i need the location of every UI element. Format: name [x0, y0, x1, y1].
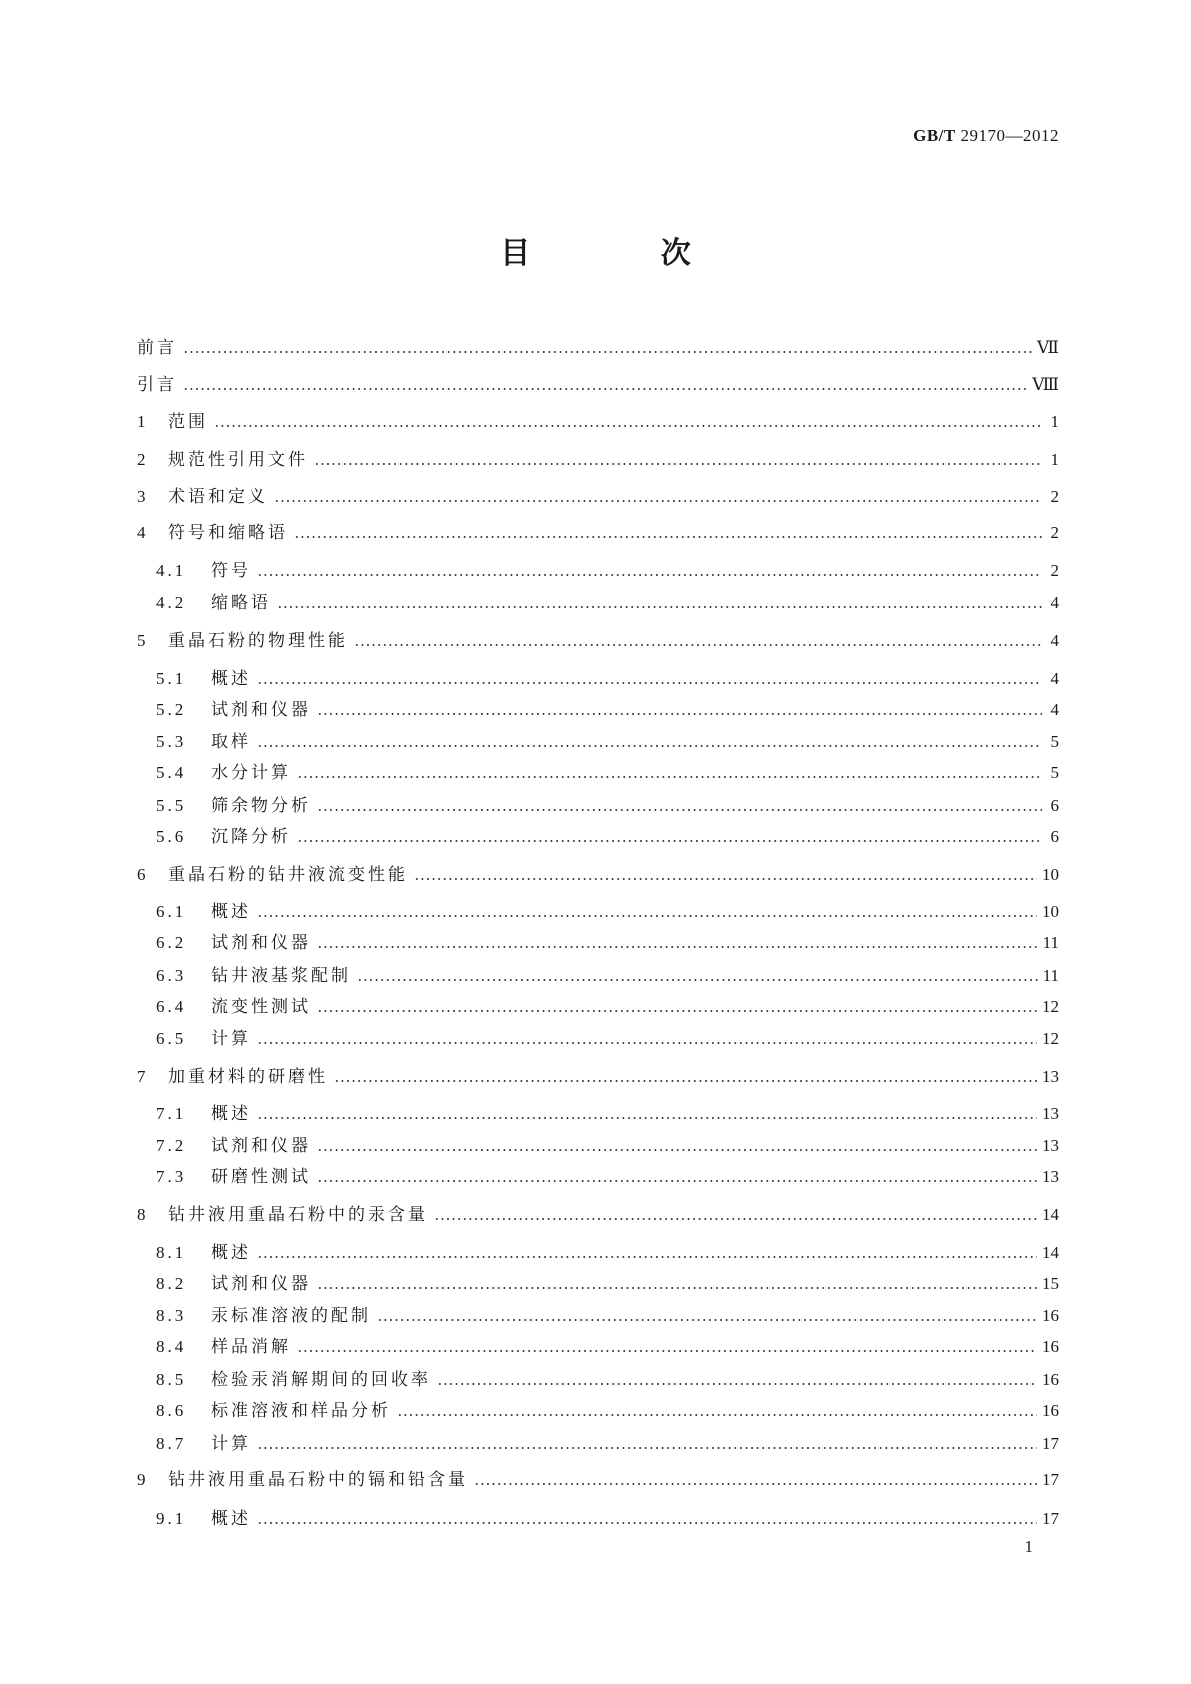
dot-leader: [357, 977, 1038, 983]
toc-entry-page: 17: [1042, 1509, 1059, 1528]
toc-entry-page: 5: [1050, 763, 1059, 782]
toc-entry-title: 重晶石粉的物理性能: [168, 631, 348, 650]
toc-entry-title: 流变性测试: [211, 997, 311, 1016]
toc-entry-number: 8.1: [156, 1243, 187, 1262]
dot-leader: [334, 1078, 1037, 1084]
toc-entry-title: 水分计算: [211, 763, 291, 782]
toc-entry-page: 10: [1042, 865, 1059, 884]
dot-leader: [474, 1481, 1037, 1487]
toc-entry[interactable]: [137, 336, 1059, 360]
dot-leader: [317, 1178, 1037, 1184]
dot-leader: [183, 349, 1032, 355]
toc-entry[interactable]: [156, 1241, 1059, 1265]
toc-entry-title: 检验汞消解期间的回收率: [211, 1370, 431, 1389]
toc-entry[interactable]: [156, 1432, 1059, 1456]
toc-entry[interactable]: [156, 995, 1059, 1019]
toc-entry[interactable]: [156, 900, 1059, 924]
toc-entry-number: 5.5: [156, 796, 187, 815]
toc-entry-page: 11: [1042, 933, 1059, 952]
toc-entry-number: 5.4: [156, 763, 187, 782]
toc-entry-number: 8.7: [156, 1434, 187, 1453]
toc-entry-number: 7.3: [156, 1167, 187, 1186]
toc-entry-title: 试剂和仪器: [211, 933, 311, 952]
toc-entry-number: 9: [137, 1470, 149, 1489]
toc-entry[interactable]: [156, 761, 1059, 785]
toc-entry[interactable]: [137, 1203, 1059, 1227]
toc-entry-title: 计算: [211, 1029, 251, 1048]
toc-entry-number: 8.5: [156, 1370, 187, 1389]
toc-entry-page: 11: [1042, 966, 1059, 985]
toc-entry-page: Ⅶ: [1037, 338, 1059, 357]
toc-entry[interactable]: [156, 1027, 1059, 1051]
toc-entry[interactable]: [156, 1507, 1059, 1531]
toc-entry-number: 8.4: [156, 1337, 187, 1356]
toc-entry[interactable]: [137, 448, 1059, 472]
toc-entry[interactable]: [156, 559, 1059, 583]
toc-entry-number: 4: [137, 523, 149, 542]
toc-entry-title: 符号和缩略语: [168, 523, 288, 542]
toc-entry[interactable]: [156, 1399, 1059, 1423]
toc-entry-page: 14: [1042, 1205, 1059, 1224]
toc-entry-page: 12: [1042, 997, 1059, 1016]
dot-leader: [297, 774, 1042, 780]
toc-entry-title: 钻井液用重晶石粉中的汞含量: [168, 1205, 428, 1224]
toc-entry-title: 钻井液基浆配制: [211, 966, 351, 985]
toc-entry[interactable]: [137, 373, 1059, 397]
toc-entry-page: 4: [1050, 631, 1059, 650]
toc-entry-page: 17: [1042, 1470, 1059, 1489]
toc-entry[interactable]: [137, 1468, 1059, 1492]
toc-entry[interactable]: [137, 629, 1059, 653]
toc-entry[interactable]: [156, 1272, 1059, 1296]
toc-entry-title: 概述: [211, 1509, 251, 1528]
dot-leader: [257, 680, 1042, 686]
standard-number: 29170—2012: [960, 126, 1059, 145]
toc-entry-title: 概述: [211, 1104, 251, 1123]
toc-entry[interactable]: [156, 825, 1059, 849]
toc-entry-page: Ⅷ: [1032, 375, 1059, 394]
toc-entry-page: 1: [1050, 412, 1059, 431]
toc-entry-number: 3: [137, 487, 149, 506]
toc-entry-title: 研磨性测试: [211, 1167, 311, 1186]
toc-entry-title: 计算: [211, 1434, 251, 1453]
toc-entry-title: 加重材料的研磨性: [168, 1067, 328, 1086]
toc-entry-number: 8.2: [156, 1274, 187, 1293]
toc-entry-title: 概述: [211, 902, 251, 921]
dot-leader: [317, 1285, 1037, 1291]
toc-entry-title: 汞标准溶液的配制: [211, 1306, 371, 1325]
toc-entry-title: 试剂和仪器: [211, 1274, 311, 1293]
toc-entry[interactable]: [156, 667, 1059, 691]
toc-entry[interactable]: [156, 698, 1059, 722]
toc-entry[interactable]: [156, 1165, 1059, 1189]
toc-entry[interactable]: [156, 1134, 1059, 1158]
dot-leader: [354, 642, 1042, 648]
toc-entry-number: 2: [137, 450, 149, 469]
toc-entry-title: 取样: [211, 732, 251, 751]
toc-entry-number: 6.2: [156, 933, 187, 952]
toc-entry-number: 7: [137, 1067, 149, 1086]
toc-entry-title: 前言: [137, 338, 177, 357]
toc-entry-page: 10: [1042, 902, 1059, 921]
toc-entry[interactable]: [156, 1368, 1059, 1392]
toc-entry[interactable]: [156, 1102, 1059, 1126]
toc-entry-title: 钻井液用重晶石粉中的镉和铅含量: [168, 1470, 468, 1489]
toc-entry-title: 试剂和仪器: [211, 1136, 311, 1155]
toc-entry-title: 缩略语: [211, 593, 271, 612]
toc-entry[interactable]: [156, 730, 1059, 754]
toc-entry-title: 术语和定义: [168, 487, 268, 506]
toc-entry-page: 4: [1050, 669, 1059, 688]
toc-entry-title: 沉降分析: [211, 827, 291, 846]
dot-leader: [317, 1147, 1037, 1153]
toc-entry-number: 5.3: [156, 732, 187, 751]
toc-entry-number: 8: [137, 1205, 149, 1224]
toc-entry-page: 16: [1042, 1306, 1059, 1325]
toc-entry[interactable]: [137, 521, 1059, 545]
toc-entry-title: 符号: [211, 561, 251, 580]
toc-entry-page: 4: [1050, 700, 1059, 719]
page-title: 目 次: [500, 236, 751, 271]
dot-leader: [317, 1008, 1037, 1014]
dot-leader: [257, 1040, 1037, 1046]
toc-entry-page: 2: [1050, 487, 1059, 506]
toc-entry[interactable]: [137, 410, 1059, 434]
toc-entry-number: 8.3: [156, 1306, 187, 1325]
toc-entry-page: 4: [1050, 593, 1059, 612]
toc-entry-title: 范围: [168, 412, 208, 431]
toc-entry-page: 5: [1050, 732, 1059, 751]
toc-entry-page: 16: [1042, 1337, 1059, 1356]
dot-leader: [314, 461, 1042, 467]
toc-entry-page: 14: [1042, 1243, 1059, 1262]
toc-entry-number: 1: [137, 412, 149, 431]
toc-entry-number: 6.3: [156, 966, 187, 985]
dot-leader: [317, 807, 1042, 813]
dot-leader: [274, 498, 1042, 504]
toc-entry-title: 引言: [137, 375, 177, 394]
dot-leader: [317, 711, 1042, 717]
toc-entry[interactable]: [156, 591, 1059, 615]
toc-entry-page: 12: [1042, 1029, 1059, 1048]
toc-entry[interactable]: [156, 1304, 1059, 1328]
toc-entry-page: 13: [1042, 1104, 1059, 1123]
dot-leader: [294, 534, 1042, 540]
toc-entry-number: 5.1: [156, 669, 187, 688]
toc-entry[interactable]: [156, 1335, 1059, 1359]
toc-entry-page: 16: [1042, 1370, 1059, 1389]
toc-entry-title: 试剂和仪器: [211, 700, 311, 719]
toc-entry-page: 1: [1050, 450, 1059, 469]
toc-entry-number: 4.1: [156, 561, 187, 580]
toc-entry-title: 重晶石粉的钻井液流变性能: [168, 865, 408, 884]
toc-entry-page: 17: [1042, 1434, 1059, 1453]
dot-leader: [297, 838, 1042, 844]
dot-leader: [257, 913, 1037, 919]
toc-entry[interactable]: [137, 485, 1059, 509]
dot-leader: [257, 1115, 1037, 1121]
toc-entry-page: 13: [1042, 1136, 1059, 1155]
toc-entry[interactable]: [137, 863, 1059, 887]
dot-leader: [257, 1254, 1037, 1260]
toc-entry[interactable]: [156, 931, 1059, 955]
dot-leader: [397, 1412, 1037, 1418]
toc-entry[interactable]: [156, 964, 1059, 988]
toc-entry[interactable]: [156, 794, 1059, 818]
toc-entry-page: 2: [1050, 523, 1059, 542]
toc-entry-page: 13: [1042, 1167, 1059, 1186]
toc-entry-page: 2: [1050, 561, 1059, 580]
toc-entry-number: 6.5: [156, 1029, 187, 1048]
toc-entry-number: 5.6: [156, 827, 187, 846]
toc-entry-page: 15: [1042, 1274, 1059, 1293]
dot-leader: [414, 876, 1037, 882]
dot-leader: [277, 604, 1042, 610]
dot-leader: [183, 386, 1027, 392]
toc-entry-page: 13: [1042, 1067, 1059, 1086]
toc-entry[interactable]: [137, 1065, 1059, 1089]
toc-entry-title: 概述: [211, 669, 251, 688]
dot-leader: [257, 1520, 1037, 1526]
page-number: 1: [1024, 1537, 1033, 1556]
dot-leader: [437, 1381, 1037, 1387]
toc-entry-number: 6: [137, 865, 149, 884]
toc-entry-page: 6: [1050, 796, 1059, 815]
toc-entry-title: 概述: [211, 1243, 251, 1262]
toc-entry-page: 6: [1050, 827, 1059, 846]
dot-leader: [317, 944, 1038, 950]
dot-leader: [257, 1445, 1037, 1451]
toc-entry-number: 7.2: [156, 1136, 187, 1155]
toc-entry-number: 5: [137, 631, 149, 650]
dot-leader: [297, 1348, 1037, 1354]
toc-entry-number: 4.2: [156, 593, 187, 612]
dot-leader: [214, 423, 1042, 429]
standard-prefix: GB/T: [913, 126, 956, 145]
toc-entry-number: 8.6: [156, 1401, 187, 1420]
toc-entry-number: 5.2: [156, 700, 187, 719]
toc-entry-page: 16: [1042, 1401, 1059, 1420]
toc-entry-title: 规范性引用文件: [168, 450, 308, 469]
toc-entry-number: 9.1: [156, 1509, 187, 1528]
dot-leader: [257, 572, 1042, 578]
toc-entry-number: 6.1: [156, 902, 187, 921]
toc-entry-title: 筛余物分析: [211, 796, 311, 815]
toc-entry-number: 7.1: [156, 1104, 187, 1123]
toc-entry-title: 样品消解: [211, 1337, 291, 1356]
dot-leader: [377, 1317, 1037, 1323]
dot-leader: [257, 743, 1042, 749]
toc-entry-title: 标准溶液和样品分析: [211, 1401, 391, 1420]
toc-entry-number: 6.4: [156, 997, 187, 1016]
dot-leader: [434, 1216, 1037, 1222]
